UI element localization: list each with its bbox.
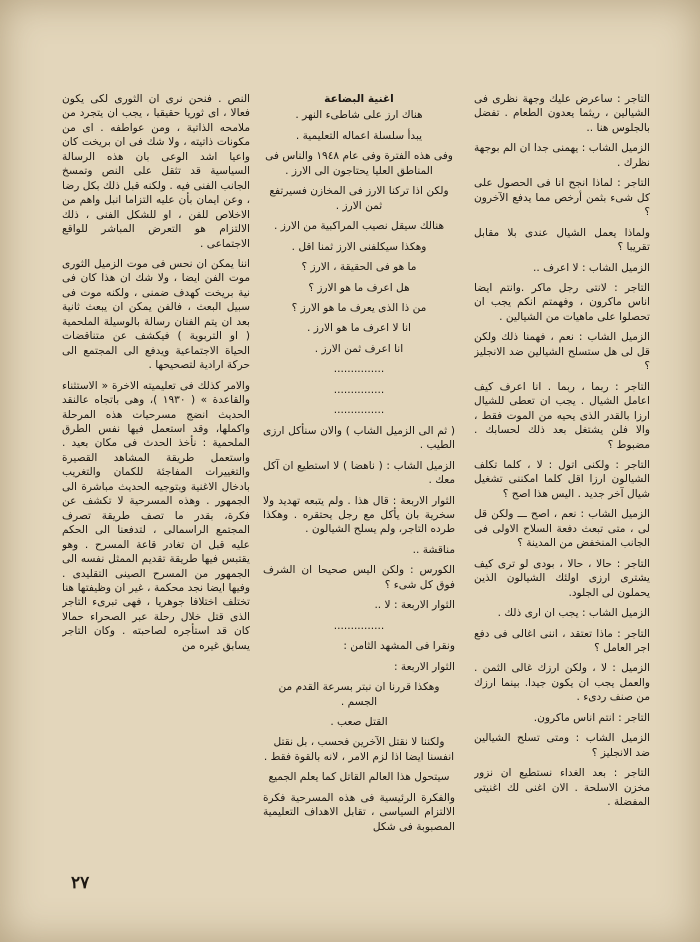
paragraph: مناقشة .. [412,543,455,556]
paragraph: الزميل الشاب : يهمنى جدا ان الم بوجهة نظرك . [474,142,650,169]
paragraph: الكورس : ولكن اليس صحيحا ان الشرف فوق كل شىء ؟ [263,564,455,591]
verse-line: سيتحول هذا العالم القاتل كما يعلم الجميع [268,771,450,784]
verse-line: ما هو فى الحقيقة ، الارز ؟ [301,261,417,274]
paragraph: التاجر : بعد الغداء نستطيع ان نزور مخزن الاسلحة . الان اغنى لك اغنيتى المفضلة . [474,767,650,809]
paragraph: اننا يمكن ان نحس فى موت الزميل الثورى موت الفن ايضا ، ولا شك ان هذا كان فى نية بريخت كهدف ضمنى ، ولكنه موت فى سبيل البعث ، فالفن يمكن ان يبعث ثانية بعد ان يتم الفنان رسالة بالوسيلة الملحمية ( او التربوية ) فيكشف عن متناقضات الحياة الاجتماعية ويدفع الى المجتمع الى حركة ارادية لتصحيحها . [62,257,250,372]
verse-line: من ذا الذى يعرف ما هو الارز ؟ [291,301,427,314]
paragraph: النص . فنحن نرى ان الثورى لكى يكون فعالا ، اى ثوريا حقيقيا ، يجب ان يتجرد من ملامحه الذاتية ، ومن عواطفه . اى من مكونات ذاتيته ، ولا شك فى ان بريخت كان واعيا اشد الوعى بان هذه الرسالة السياسية قد تثقل على النص وتمسخ الجانب الفنى فيه . ولكنه قبل ذلك بكل رضا ، وعن ايمان بأن عليه التزاما انبل واهم من الاخلاص للفن ، او للشكل الفنى ، ذلك الالتزام هو التعرض المباشر للواقع الاجتماعى . [62,93,250,250]
paragraph: التاجر : ولكنى اتول : لا ، كلما تكلف الشيالون ارزا اقل كلما امكننى تشغيل شيال آخر جديد . اليس هذا اصح ؟ [474,458,650,500]
paragraph: ونقرا فى المشهد الثامن : [343,640,455,653]
text-column-middle [263,92,455,870]
verse-line: القتل صعب . [330,715,388,728]
paragraph: الزميل الشاب : نعم ، فهمنا ذلك ولكن قل لى هل ستسلح الشيالين ضد الانجليز ؟ [474,331,650,373]
paragraph: ولماذا يعمل الشيال عندى بلا مقابل تقريبا ؟ [474,226,650,254]
paragraph: والامر كذلك فى تعليميته الاخرة « الاستثناء والقاعدة » ( ١٩٣٠ )، وهى باتجاه عالنقد الحديث انضج مسرحيات هذه المرحلة واكملها، وقد استعمل فيها نفس الطرق الملحمية : نأخذ الحدث فى مكان بعيد . واستعمل طريقة المشاهد القصيرة والتغييرات المفاجئة للكمان والتغريب بادخال الاغنية وبتوجيه الحديث مباشرة الى الجمهور . وهذه المسرحية لا تكشف عن فكرة، بقدر ما تصف طريقة تصرف المجتمع الراسمالى ، لتدفعنا الى الحكم عليه قبل ان تغادر قاعة المسرح . وهو يقتبس فيها طريقة تقديم الممثل نفسه الى الجمهور من المسرح الصينى التقليدى . وفيها ايضا نجد محكمة ، غير ان وظيفتها هنا تختلف اختلافا جوهريا ، فهى تبرىء التاجر الذى قتل خلال رحلة عبر الصحراء حمالا كان قد استأجره لصاحبته . وكان التاجر يسابق غيره من [62,379,250,652]
paragraph: التاجر : ساعرض عليك وجهة نظرى فى الشيالين ، ريثما يعدون الطعام . تفضل بالجلوس هنا .. [474,93,650,134]
page-number: ٢٧ [71,873,90,893]
paragraph: والفكرة الرئيسية فى هذه المسرحية فكرة الالتزام السياسى ، تقابل الاهداف التعليمية المصبوبة فى شكل [263,791,455,833]
verse-line: يبدأ سلسلة اعماله التعليمية . [295,129,423,142]
paragraph: التاجر : لانتى رجل ماكر .وانتم ايضا اناس ماكرون ، وفهمتم انكم يجب ان تحصلوا على ماهيات من الشيالين . [474,281,650,323]
verse-line: انا اعرف ثمن الارز . [314,342,404,355]
paragraph: الزميل الشاب : ( ناهضا ) لا استطيع ان آكل معك . [263,459,455,487]
paragraph: التاجر : انتم اناس ماكرون. [533,711,650,724]
ellipsis-line: ............... [333,619,385,632]
verse-line: هل اعرف ما هو الارز ؟ [308,281,410,294]
paragraph: التاجر : ربما ، ربما . انا اعرف كيف اعامل الشيال . يجب ان تعطى للشيال ارزا بالقدر الذى يحيه من الموت فقط ، والا فلن يشتغل بعد ذلك لحسابك . مضبوط ؟ [474,380,650,451]
paragraph: الزميل الشاب : ومتى تسلح الشيالين ضد الانجليز ؟ [474,732,650,759]
verse-line: ولكن اذا تركنا الارز فى المخازن فسيرتفع ثمن الارز . [269,185,449,212]
verse-line: هنالك سيقل نصيب المراكبية من الارز . [273,220,445,233]
paragraph: الزميل الشاب : لا اعرف .. [532,261,650,274]
paragraph: الزميل الشاب : نعم ، اصح ـــ ولكن قل لى ، متى تبعث دفعة السلاح الاولى فى الجانب المنخفض من المدينة ؟ [474,508,650,550]
ellipsis-line: ............... [333,404,385,417]
verse-line: ولكننا لا نقتل الآخرين فحسب ، بل نقتل انفسنا ايضا اذا لزم الامر ، لانه بالقوة فقط . [263,736,455,763]
paragraph: الثوار الاربعة : لا .. [374,599,455,612]
paragraph: التاجر : لماذا انجح انا فى الحصول على كل شىء بثمن أرخص مما يدفع الآخرون ؟ [474,177,650,219]
text-column-right [474,92,650,868]
paragraph: ( ثم الى الزميل الشاب ) والان سنأكل ارزى الطيب . [263,424,455,452]
paragraph: الثوار الاربعة : [393,660,455,673]
verse-line: هناك ارز على شاطىء النهر . [295,109,423,122]
paragraph: الزميل : لا ، ولكن ارزك غالى الثمن . والعمل يجب ان يكون جيدا. بينما ارزك من صنف ردىء . [474,662,650,704]
ellipsis-line: ............... [333,383,385,396]
song-title: اغنية البضاعة [324,93,394,105]
verse-line: وهكذا سيكلفنى الارز ثمنا اقل . [291,240,427,253]
paragraph: التاجر : حالا ، حالا ، بودى لو ترى كيف يشترى ارزى اولئك الشيالون الذين يحملون لى الجلود. [474,557,650,599]
verse-line: انا لا اعرف ما هو الارز . [306,322,411,335]
paragraph: الزميل الشاب : يجب ان ارى ذلك . [497,607,650,620]
verse-line: وهكذا قررنا ان نبتر بسرعة القدم من الجسم . [278,681,440,708]
verse-line: وفى هذه الفترة وفى عام ١٩٤٨ والناس فى المناطق العليا يحتاجون الى الارز . [265,150,453,177]
paragraph: التاجر : ماذا تعتقد ، اننى اغالى فى دفع اجر العامل ؟ [474,627,650,654]
text-column-left [62,92,250,874]
paragraph: الثوار الاربعة : قال هذا . ولم يتبعه تهديد ولا سخرية بان يأكل مع رجل يحتقره . وهكذا طرده التاجر، ولم يسلح الشيالون . [263,494,455,536]
ellipsis-line: ............... [333,363,385,376]
